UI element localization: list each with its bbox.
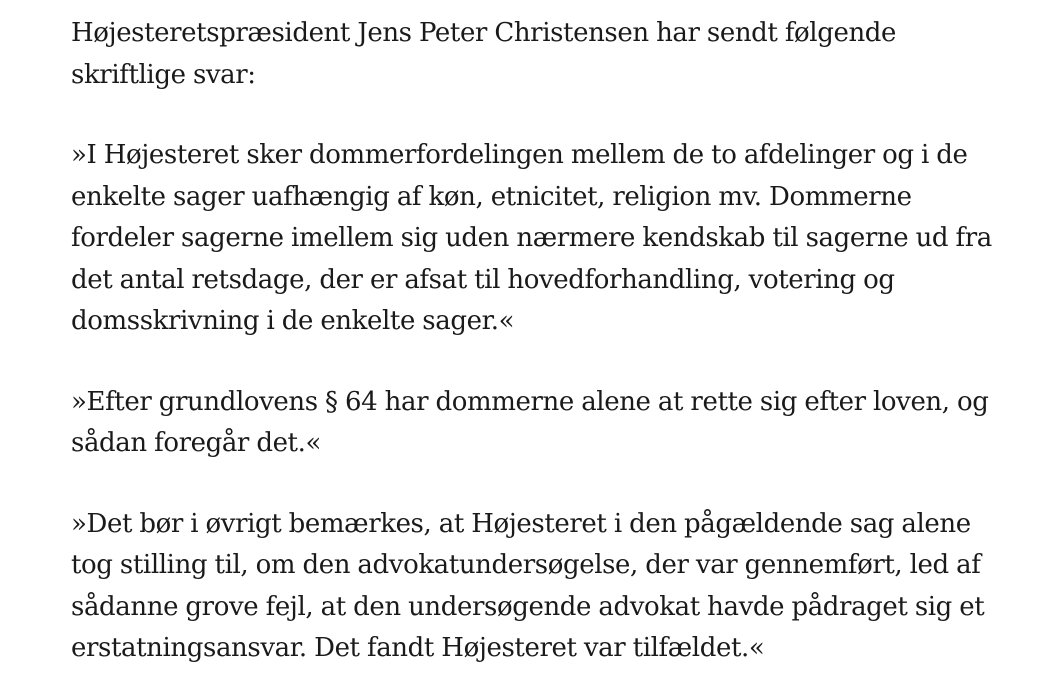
quote-paragraph-judge-allocation: »I Højesteret sker dommerfordelingen mellem de to afdelinger og i de enkelte sager uafhængig af køn, etnicitet, religion mv. Dommerne fordeler sagerne imellem sig uden nærmere kendskab til sagerne ud fra det antal retsdage, der er afsat til hovedforhandling, votering og domsskrivning i de enkelte sager.« bbox=[71, 140, 992, 336]
quote-paragraph-constitution: »Efter grundlovens § 64 har dommerne alene at rette sig efter loven, og sådan foregår det.« bbox=[71, 386, 989, 458]
quote-paragraph-case-remark: »Det bør i øvrigt bemærkes, at Højesteret i den pågældende sag alene tog stilling til, om den advokatundersøgelse, der var gennemført, led af sådanne grove fejl, at den undersøgende advokat havde pådraget sig et erstatningsansvar. Det fandt Højesteret var tilfældet.« bbox=[71, 508, 985, 663]
intro-paragraph: Højesteretspræsident Jens Peter Christensen har sendt følgende skriftlige svar: bbox=[71, 18, 897, 90]
article-body bbox=[71, 13, 1011, 670]
